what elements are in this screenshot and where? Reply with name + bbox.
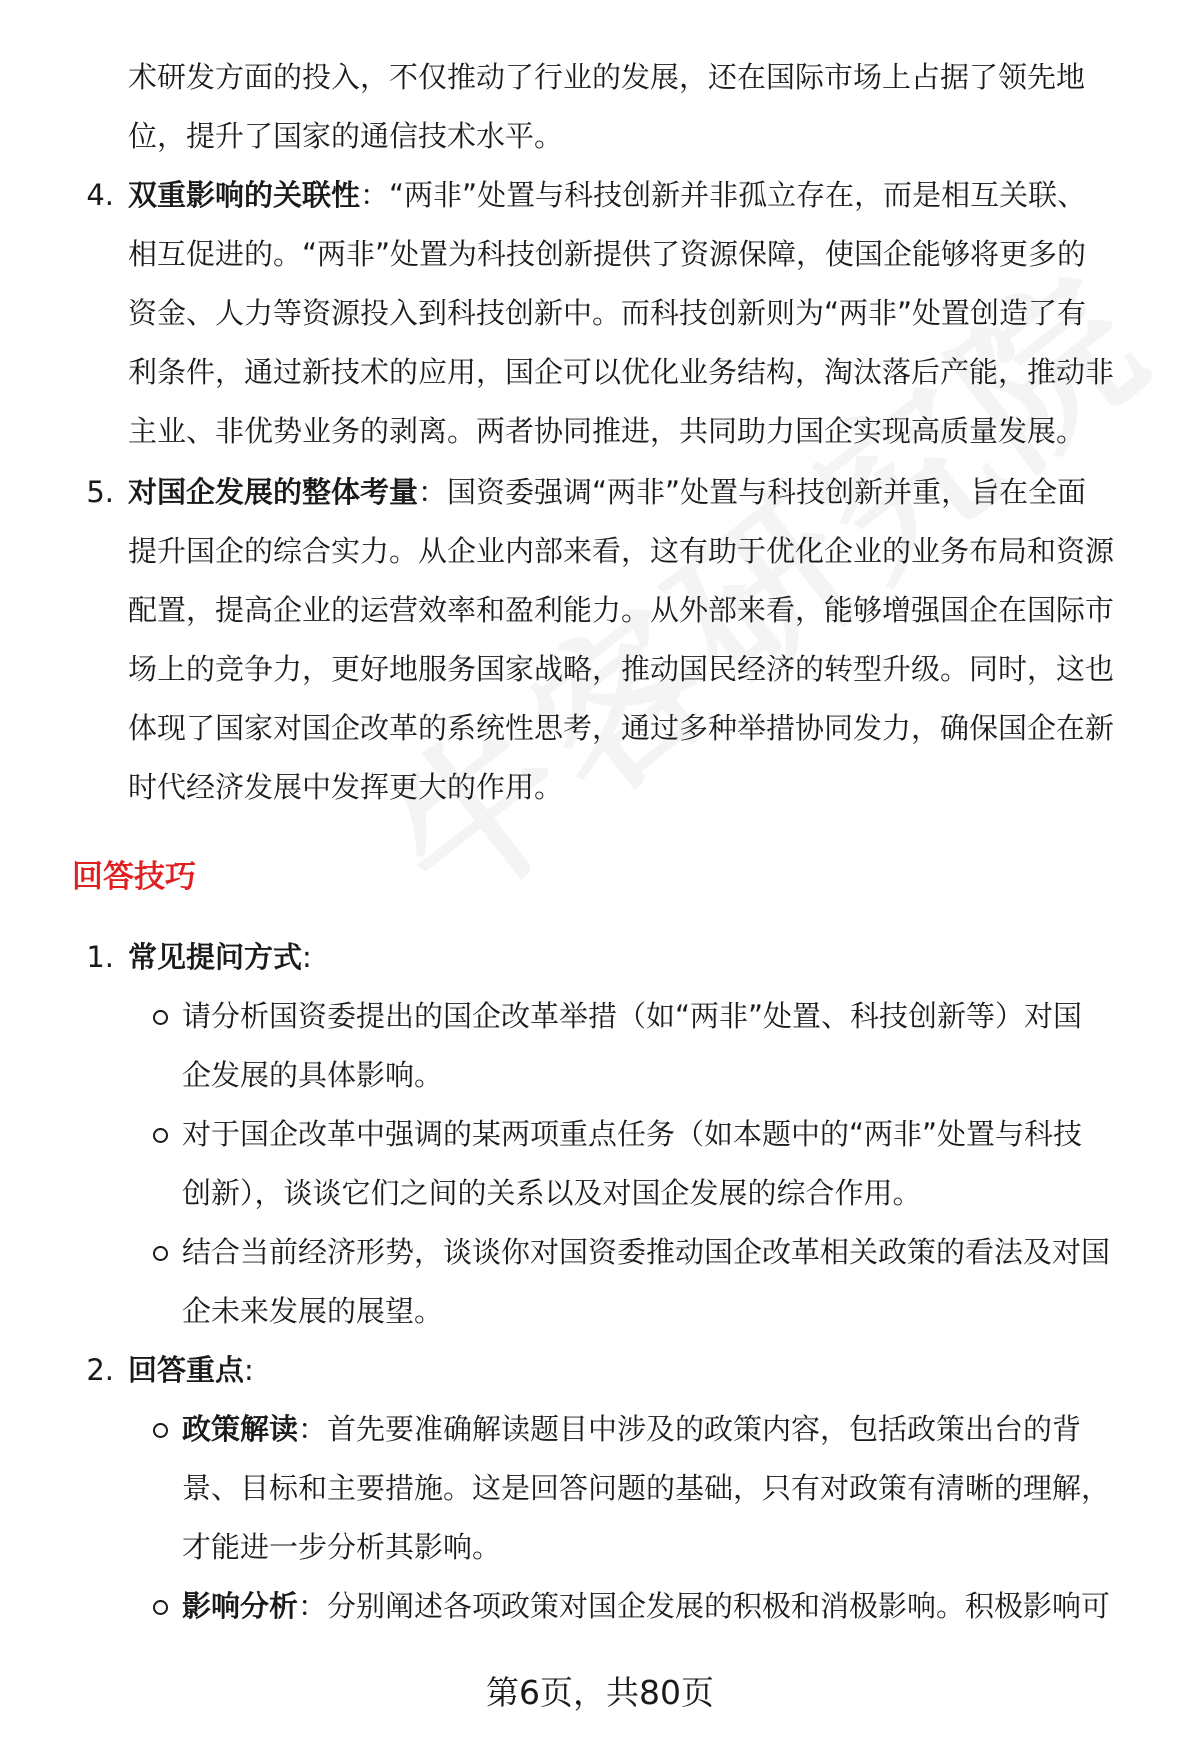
text-line	[128, 928, 312, 987]
text-line: 体现了国家对国企改革的系统性思考，通过多种举措协同发力，确保国企在新	[128, 711, 1115, 745]
item-title: 常见提问方式	[128, 940, 303, 974]
item-title: 政策解读	[182, 1412, 299, 1446]
item-text: 国资委强调“两非”处置与科技创新并重，旨在全面	[447, 475, 1087, 509]
item-text: 首先要准确解读题目中涉及的政策内容，包括政策出台的背	[327, 1412, 1082, 1446]
text-line: 资金、人力等资源投入到科技创新中。而科技创新则为“两非”处置创造了有	[128, 296, 1087, 330]
list-item	[182, 1400, 1110, 1577]
text-line: 配置，提高企业的运营效率和盈利能力。从外部来看，能够增强国企在国际市	[128, 593, 1115, 627]
text-line: 相互促进的。“两非”处置为科技创新提供了资源保障，使国企能够将更多的	[128, 237, 1087, 271]
text-line: 位，提升了国家的通信技术水平。	[128, 119, 564, 153]
separator: ：	[298, 1412, 328, 1446]
text-line	[128, 166, 1114, 225]
continuation-paragraph	[128, 48, 1085, 166]
list-item	[182, 1105, 1082, 1223]
list-item	[182, 1577, 1110, 1636]
section-title: 回答技巧	[72, 859, 196, 895]
text-line: 创新），谈谈它们之间的关系以及对国企发展的综合作用。	[182, 1176, 922, 1210]
separator: ：	[418, 475, 448, 509]
text-line: 术研发方面的投入，不仅推动了行业的发展，还在国际市场上占据了领先地	[128, 60, 1086, 94]
item-text: 分别阐述各项政策对国企发展的积极和消极影响。积极影响可	[327, 1589, 1111, 1623]
bullet-circle-icon	[153, 1423, 168, 1438]
item-title: 影响分析	[182, 1589, 299, 1623]
list-number: 2.	[86, 1353, 114, 1387]
list-item	[182, 987, 1082, 1105]
bullet-circle-icon	[153, 1128, 168, 1143]
text-line: 利条件，通过新技术的应用，国企可以优化业务结构，淘汰落后产能，推动非	[128, 355, 1115, 389]
text-line	[128, 1341, 254, 1400]
text-line: 才能进一步分析其影响。	[182, 1530, 502, 1564]
text-line: 结合当前经济形势，谈谈你对国资委推动国企改革相关政策的看法及对国	[182, 1235, 1111, 1269]
list-item	[182, 1223, 1110, 1341]
text-line	[182, 1400, 1110, 1459]
page-footer: 第6页，共80页	[486, 1673, 714, 1712]
separator: ：	[298, 1589, 328, 1623]
text-line	[182, 1577, 1110, 1636]
bullet-circle-icon	[153, 1010, 168, 1025]
list-item-5	[128, 463, 1114, 817]
item-title: 回答重点	[128, 1353, 245, 1387]
text-line: 请分析国资委提出的国企改革举措（如“两非”处置、科技创新等）对国	[182, 999, 1083, 1033]
text-line: 场上的竞争力，更好地服务国家战略，推动国民经济的转型升级。同时，这也	[128, 652, 1115, 686]
text-line: 企发展的具体影响。	[182, 1058, 444, 1092]
text-line	[128, 463, 1114, 522]
list-number: 4.	[86, 178, 114, 212]
tips-item-1	[128, 928, 312, 987]
text-line: 时代经济发展中发挥更大的作用。	[128, 770, 564, 804]
list-item-4	[128, 166, 1114, 461]
item-text: “两非”处置与科技创新并非孤立存在，而是相互关联、	[389, 178, 1087, 212]
separator: ：	[360, 178, 390, 212]
item-title: 双重影响的关联性	[128, 178, 361, 212]
list-number: 5.	[86, 475, 114, 509]
separator: :	[244, 1353, 254, 1387]
text-line: 主业、非优势业务的剥离。两者协同推进，共同助力国企实现高质量发展。	[128, 414, 1086, 448]
bullet-circle-icon	[153, 1246, 168, 1261]
tips-item-2	[128, 1341, 254, 1400]
text-line: 对于国企改革中强调的某两项重点任务（如本题中的“两非”处置与科技	[182, 1117, 1083, 1151]
text-line: 提升国企的综合实力。从企业内部来看，这有助于优化企业的业务布局和资源	[128, 534, 1115, 568]
item-title: 对国企发展的整体考量	[128, 475, 419, 509]
list-number: 1.	[86, 940, 114, 974]
separator: :	[302, 940, 312, 974]
bullet-circle-icon	[153, 1600, 168, 1615]
text-line: 企未来发展的展望。	[182, 1294, 444, 1328]
text-line: 景、目标和主要措施。这是回答问题的基础，只有对政策有清晰的理解，	[182, 1471, 1111, 1505]
